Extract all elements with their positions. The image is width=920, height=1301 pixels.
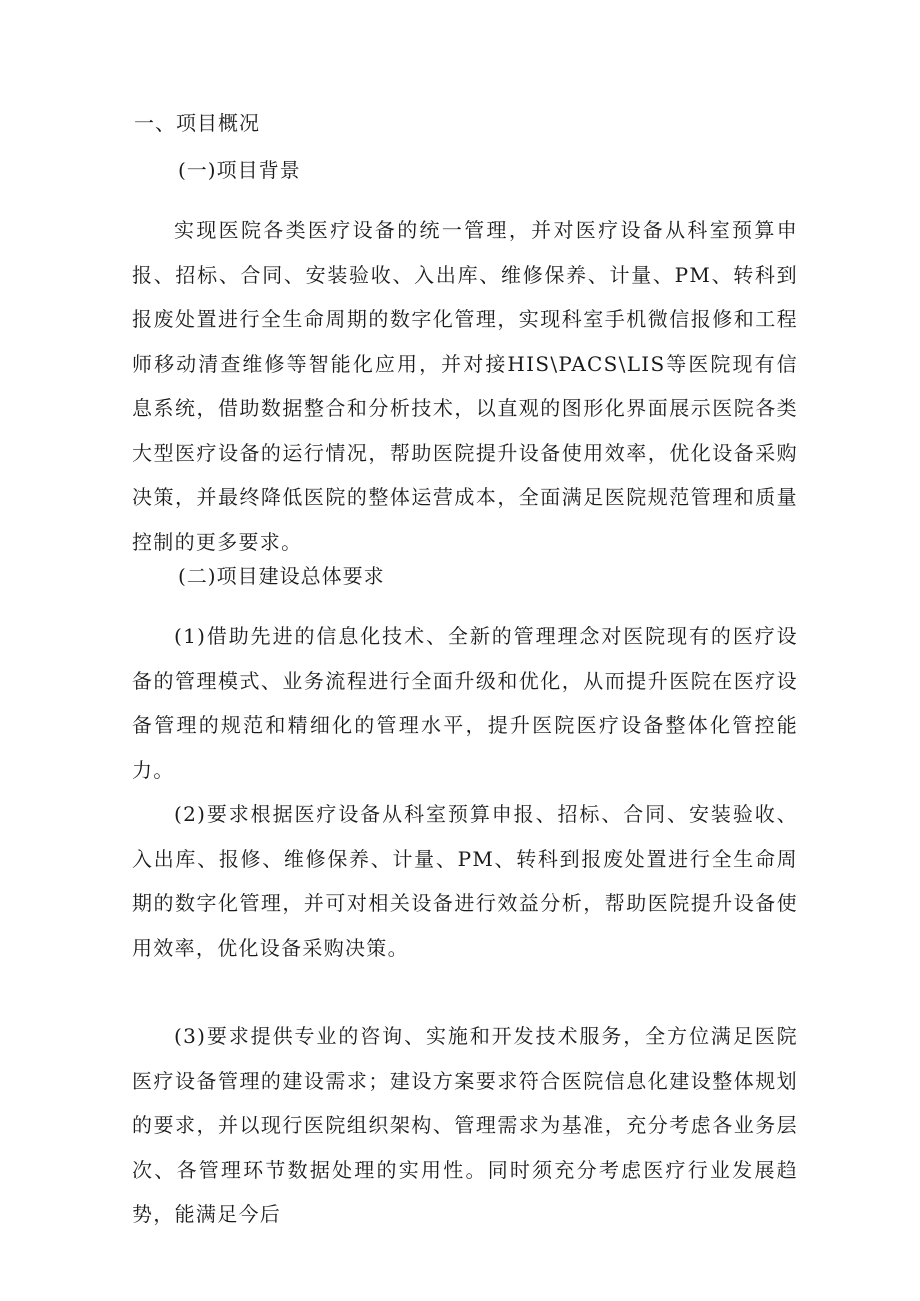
- subsection-title-background: (一)项目背景: [178, 158, 301, 182]
- subsection-title-requirements: (二)项目建设总体要求: [178, 564, 385, 588]
- requirement-paragraph-1: (1)借助先进的信息化技术、全新的管理理念对医院现有的医疗设备的管理模式、业务流程进行全面升级和优化，从而提升医院在医疗设备管理的规范和精细化的管理水平，提升医院医疗设备整体化管控能力。: [132, 624, 798, 782]
- requirement-paragraph-2: (2)要求根据医疗设备从科室预算申报、招标、合同、安装验收、入出库、报修、维修保养、计量、PM、转科到报废处置进行全生命周期的数字化管理，并可对相关设备进行效益分析，帮助医院提升设备使用效率，优化设备采购决策。: [132, 802, 798, 960]
- requirement-paragraph-3: (3)要求提供专业的咨询、实施和开发技术服务，全方位满足医院医疗设备管理的建设需求；建设方案要求符合医院信息化建设整体规划的要求，并以现行医院组织架构、管理需求为基准，充分考虑各业务层次、各管理环节数据处理的实用性。同时须充分考虑医疗行业发展趋势，能满足今后: [132, 1024, 798, 1226]
- section-title: 一、项目概况: [134, 111, 260, 135]
- background-paragraph: 实现医院各类医疗设备的统一管理，并对医疗设备从科室预算申报、招标、合同、安装验收、入出库、维修保养、计量、PM、转科到报废处置进行全生命周期的数字化管理，实现科室手机微信报修和工程师移动清查维修等智能化应用，并对接HIS\PACS\LIS等医院现有信息系统，借助数据整合和分析技术，以直观的图形化界面展示医院各类大型医疗设备的运行情况，帮助医院提升设备使用效率，优化设备采购决策，并最终降低医院的整体运营成本，全面满足医院规范管理和质量控制的更多要求。: [132, 218, 798, 554]
